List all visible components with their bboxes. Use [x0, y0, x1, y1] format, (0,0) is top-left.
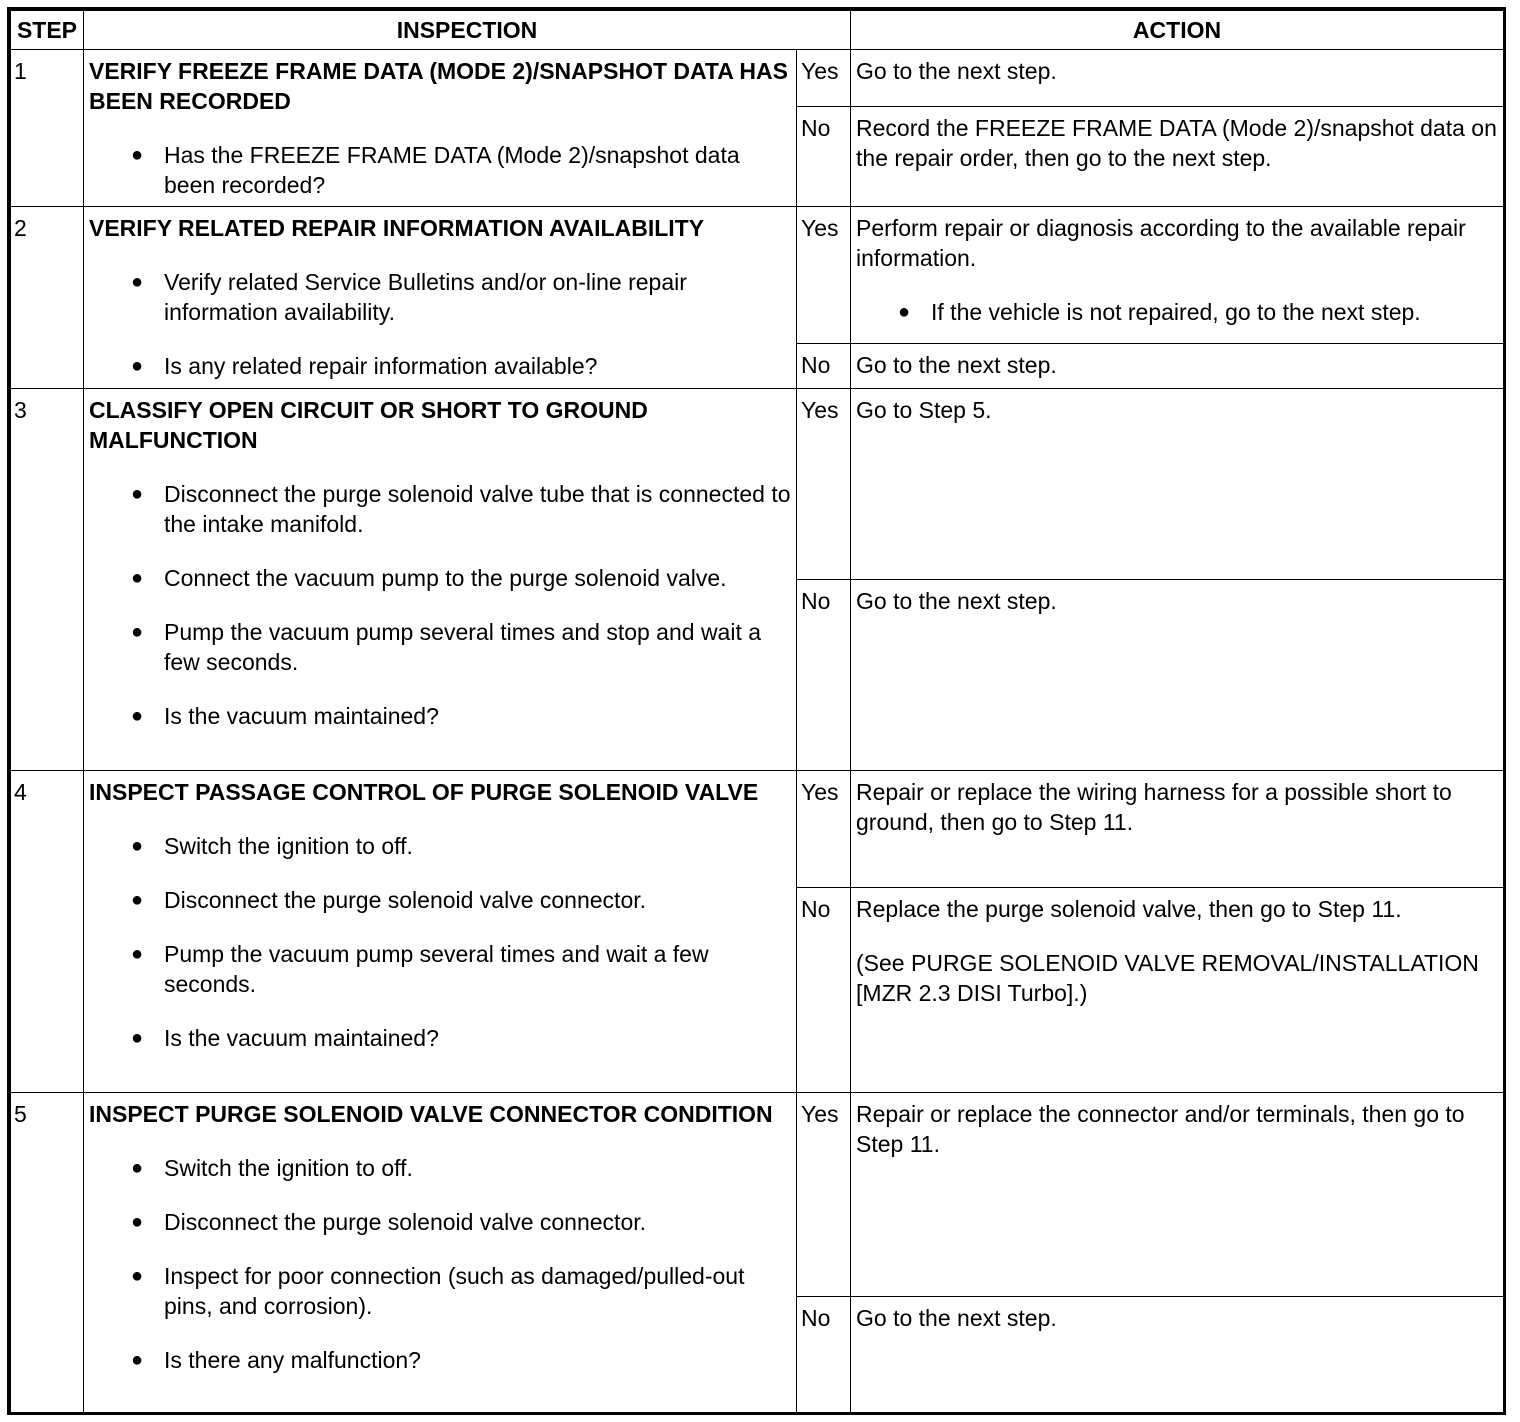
header-action: ACTION: [851, 11, 1504, 50]
no-label: No: [797, 107, 851, 207]
inspection-cell: [84, 389, 797, 771]
inspection-bullet: ● Disconnect the purge solenoid valve tube that is connected to the intake manifold.: [89, 479, 791, 539]
header-inspection: INSPECTION: [84, 11, 851, 50]
yes-label: Yes: [797, 50, 851, 107]
inspection-bullet: ● Inspect for poor connection (such as damaged/pulled-out pins, and corrosion).: [89, 1261, 791, 1321]
no-action-cell: [851, 888, 1504, 1093]
no-action-reference: (See PURGE SOLENOID VALVE REMOVAL/INSTALLATION [MZR 2.3 DISI Turbo].): [856, 950, 1479, 1006]
inspection-bullet: ● Is there any malfunction?: [89, 1345, 791, 1375]
inspection-bullet: ● Has the FREEZE FRAME DATA (Mode 2)/snapshot data been recorded?: [89, 140, 791, 200]
step-number: 4: [11, 771, 84, 1093]
step-number: 1: [11, 50, 84, 207]
inspection-title: VERIFY FREEZE FRAME DATA (MODE 2)/SNAPSHOT DATA HAS BEEN RECORDED: [89, 58, 788, 114]
table-row: [11, 207, 1504, 344]
inspection-cell: [84, 771, 797, 1093]
table-row: [11, 389, 1504, 580]
inspection-title: INSPECT PASSAGE CONTROL OF PURGE SOLENOID VALVE: [89, 779, 759, 805]
yes-action: Perform repair or diagnosis according to the available repair information.: [856, 215, 1466, 271]
table-row: [11, 1093, 1504, 1297]
no-action: Go to the next step.: [851, 580, 1504, 771]
yes-label: Yes: [797, 389, 851, 580]
yes-action: Repair or replace the wiring harness for a possible short to ground, then go to Step 11.: [851, 771, 1504, 888]
inspection-bullet: ● Disconnect the purge solenoid valve connector.: [89, 1207, 791, 1237]
inspection-bullet: ● Is the vacuum maintained?: [89, 701, 791, 731]
yes-action-bullet: ● If the vehicle is not repaired, go to the next step.: [856, 297, 1498, 327]
yes-action: Go to the next step.: [851, 50, 1504, 107]
table-row: [11, 771, 1504, 888]
no-action: Go to the next step.: [851, 1297, 1504, 1415]
inspection-bullet: ● Switch the ignition to off.: [89, 1153, 791, 1183]
inspection-bullet: ● Pump the vacuum pump several times and wait a few seconds.: [89, 939, 791, 999]
inspection-bullet: ● Connect the vacuum pump to the purge solenoid valve.: [89, 563, 791, 593]
yes-label: Yes: [797, 771, 851, 888]
no-label: No: [797, 1297, 851, 1415]
yes-label: Yes: [797, 207, 851, 344]
no-label: No: [797, 344, 851, 389]
inspection-bullet: ● Switch the ignition to off.: [89, 831, 791, 861]
table-row: [11, 50, 1504, 107]
no-action: Record the FREEZE FRAME DATA (Mode 2)/snapshot data on the repair order, then go to the next step.: [851, 107, 1504, 207]
header-step: STEP: [11, 11, 84, 50]
yes-action-cell: [851, 207, 1504, 344]
header-row: [11, 11, 1504, 50]
step-number: 3: [11, 389, 84, 771]
diagnostic-table: [10, 10, 1504, 1415]
inspection-bullet: ● Pump the vacuum pump several times and stop and wait a few seconds.: [89, 617, 791, 677]
inspection-bullet: ● Is any related repair information available?: [89, 351, 791, 381]
inspection-bullet: ● Disconnect the purge solenoid valve connector.: [89, 885, 791, 915]
inspection-cell: [84, 50, 797, 207]
inspection-bullet: ● Verify related Service Bulletins and/or on-line repair information availability.: [89, 267, 791, 327]
diagnostic-table-frame: [7, 7, 1506, 1415]
inspection-cell: [84, 1093, 797, 1415]
no-label: No: [797, 580, 851, 771]
step-number: 2: [11, 207, 84, 389]
yes-label: Yes: [797, 1093, 851, 1297]
step-number: 5: [11, 1093, 84, 1415]
inspection-title: CLASSIFY OPEN CIRCUIT OR SHORT TO GROUND MALFUNCTION: [89, 397, 648, 453]
yes-action: Go to Step 5.: [851, 389, 1504, 580]
no-action: Replace the purge solenoid valve, then go to Step 11.: [856, 896, 1402, 922]
yes-action: Repair or replace the connector and/or terminals, then go to Step 11.: [851, 1093, 1504, 1297]
inspection-title: VERIFY RELATED REPAIR INFORMATION AVAILABILITY: [89, 215, 705, 241]
inspection-bullet: ● Is the vacuum maintained?: [89, 1023, 791, 1053]
inspection-title: INSPECT PURGE SOLENOID VALVE CONNECTOR CONDITION: [89, 1101, 773, 1127]
no-action: Go to the next step.: [851, 344, 1504, 389]
inspection-cell: [84, 207, 797, 389]
no-label: No: [797, 888, 851, 1093]
